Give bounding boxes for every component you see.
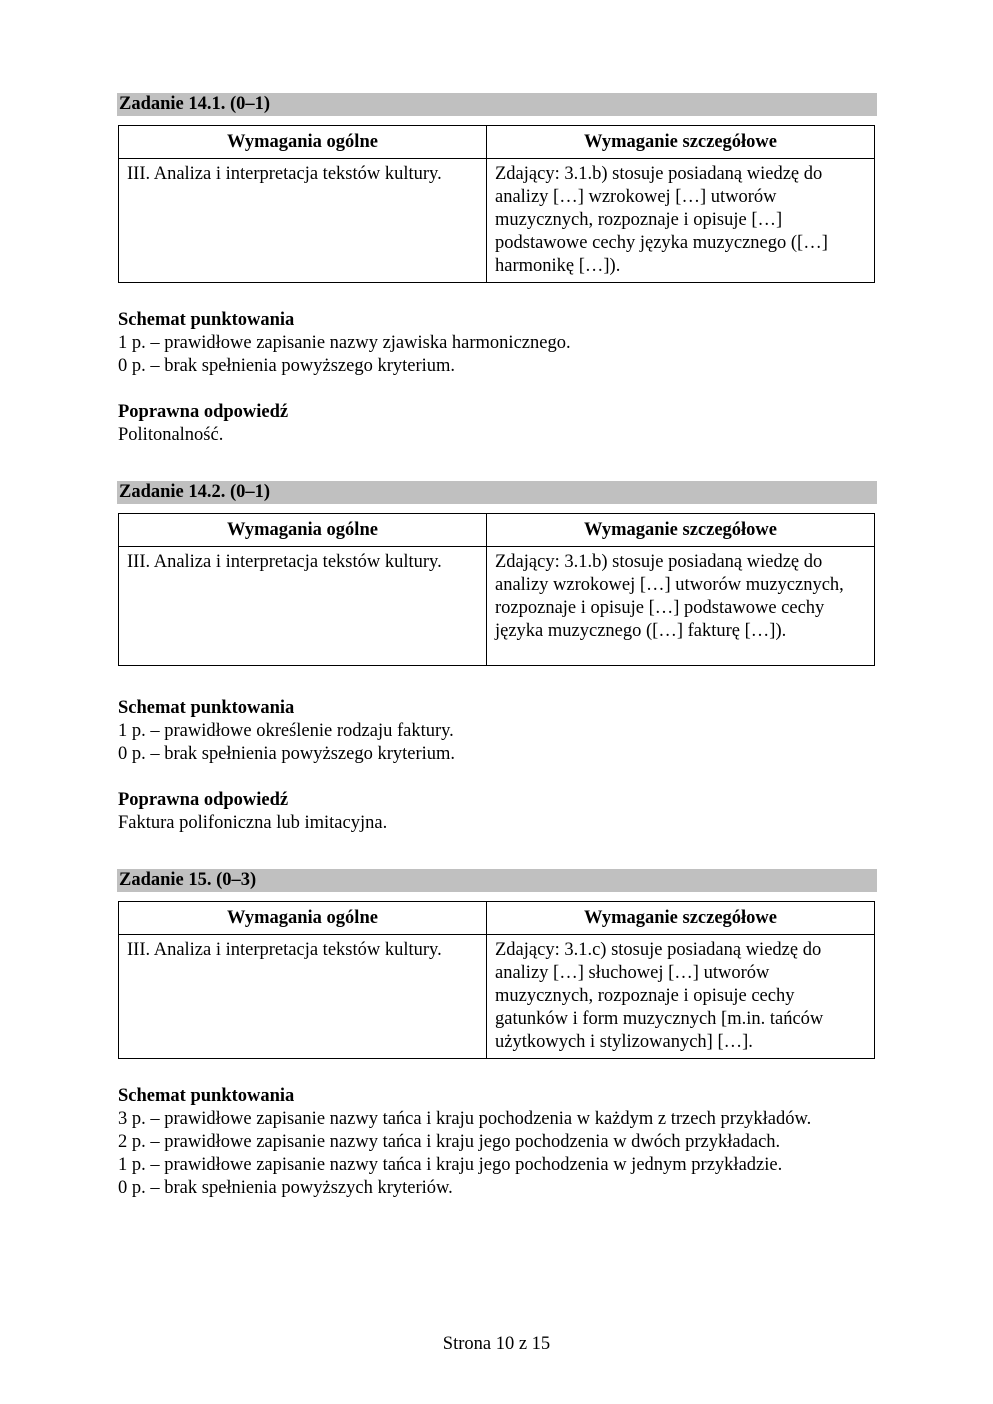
- scoring-title: Schemat punktowania: [118, 1086, 295, 1106]
- answer-title: Poprawna odpowiedź: [118, 402, 289, 422]
- scoring-section: [118, 309, 898, 378]
- answer-title: Poprawna odpowiedź: [118, 790, 289, 810]
- scoring-line: 0 p. – brak spełnienia powyższego kryterium.: [118, 744, 456, 764]
- column-header-detail: Wymaganie szczegółowe: [487, 902, 875, 935]
- detailed-requirement: Zdający: 3.1.b) stosuje posiadaną wiedzę do analizy wzrokowej […] utworów muzycznych, rozpoznaje i opisuje […] podstawowe cechy języka muzycznego ([…] fakturę […]).: [487, 547, 875, 666]
- task-header: Zadanie 15. (0–3): [117, 869, 877, 892]
- task-header: Zadanie 14.1. (0–1): [117, 93, 877, 116]
- detailed-requirement: Zdający: 3.1.c) stosuje posiadaną wiedzę do analizy […] słuchowej […] utworów muzycznych, rozpoznaje i opisuje cechy gatunków i form muzycznych [m.in. tańców użytkowych i stylizowanych] […].: [487, 935, 875, 1059]
- task-14-2: [117, 481, 877, 666]
- scoring-line: 0 p. – brak spełnienia powyższego kryterium.: [118, 356, 456, 376]
- column-header-general: Wymagania ogólne: [119, 514, 487, 547]
- answer-section: [118, 789, 898, 835]
- column-header-detail: Wymaganie szczegółowe: [487, 126, 875, 159]
- requirements-table: [118, 513, 875, 666]
- task-header: Zadanie 14.2. (0–1): [117, 481, 877, 504]
- column-header-detail: Wymaganie szczegółowe: [487, 514, 875, 547]
- detailed-requirement: Zdający: 3.1.b) stosuje posiadaną wiedzę do analizy […] wzrokowej […] utworów muzycznych, rozpoznaje i opisuje […] podstawowe cechy języka muzycznego ([…] harmonikę […]).: [487, 159, 875, 283]
- scoring-line: 1 p. – prawidłowe określenie rodzaju faktury.: [118, 721, 454, 741]
- page-number: Strona 10 z 15: [442, 1334, 551, 1354]
- task-15: [117, 869, 877, 1059]
- requirements-table: [118, 901, 875, 1059]
- scoring-line: 1 p. – prawidłowe zapisanie nazwy tańca i kraju jego pochodzenia w jednym przykładzie.: [118, 1155, 783, 1175]
- scoring-section: [118, 697, 898, 766]
- answer-section: [118, 401, 898, 447]
- general-requirement: III. Analiza i interpretacja tekstów kultury.: [119, 159, 487, 283]
- answer-text: Faktura polifoniczna lub imitacyjna.: [118, 813, 388, 833]
- answer-text: Politonalność.: [118, 425, 224, 445]
- column-header-general: Wymagania ogólne: [119, 126, 487, 159]
- scoring-section: [118, 1085, 898, 1200]
- task-14-1: [117, 93, 877, 283]
- general-requirement: III. Analiza i interpretacja tekstów kultury.: [119, 547, 487, 666]
- scoring-line: 0 p. – brak spełnienia powyższych kryteriów.: [118, 1178, 453, 1198]
- requirements-table: [118, 125, 875, 283]
- scoring-title: Schemat punktowania: [118, 698, 295, 718]
- column-header-general: Wymagania ogólne: [119, 902, 487, 935]
- scoring-title: Schemat punktowania: [118, 310, 295, 330]
- scoring-line: 1 p. – prawidłowe zapisanie nazwy zjawiska harmonicznego.: [118, 333, 571, 353]
- general-requirement: III. Analiza i interpretacja tekstów kultury.: [119, 935, 487, 1059]
- scoring-line: 2 p. – prawidłowe zapisanie nazwy tańca i kraju jego pochodzenia w dwóch przykładach.: [118, 1132, 781, 1152]
- scoring-line: 3 p. – prawidłowe zapisanie nazwy tańca i kraju pochodzenia w każdym z trzech przykładów.: [118, 1109, 812, 1129]
